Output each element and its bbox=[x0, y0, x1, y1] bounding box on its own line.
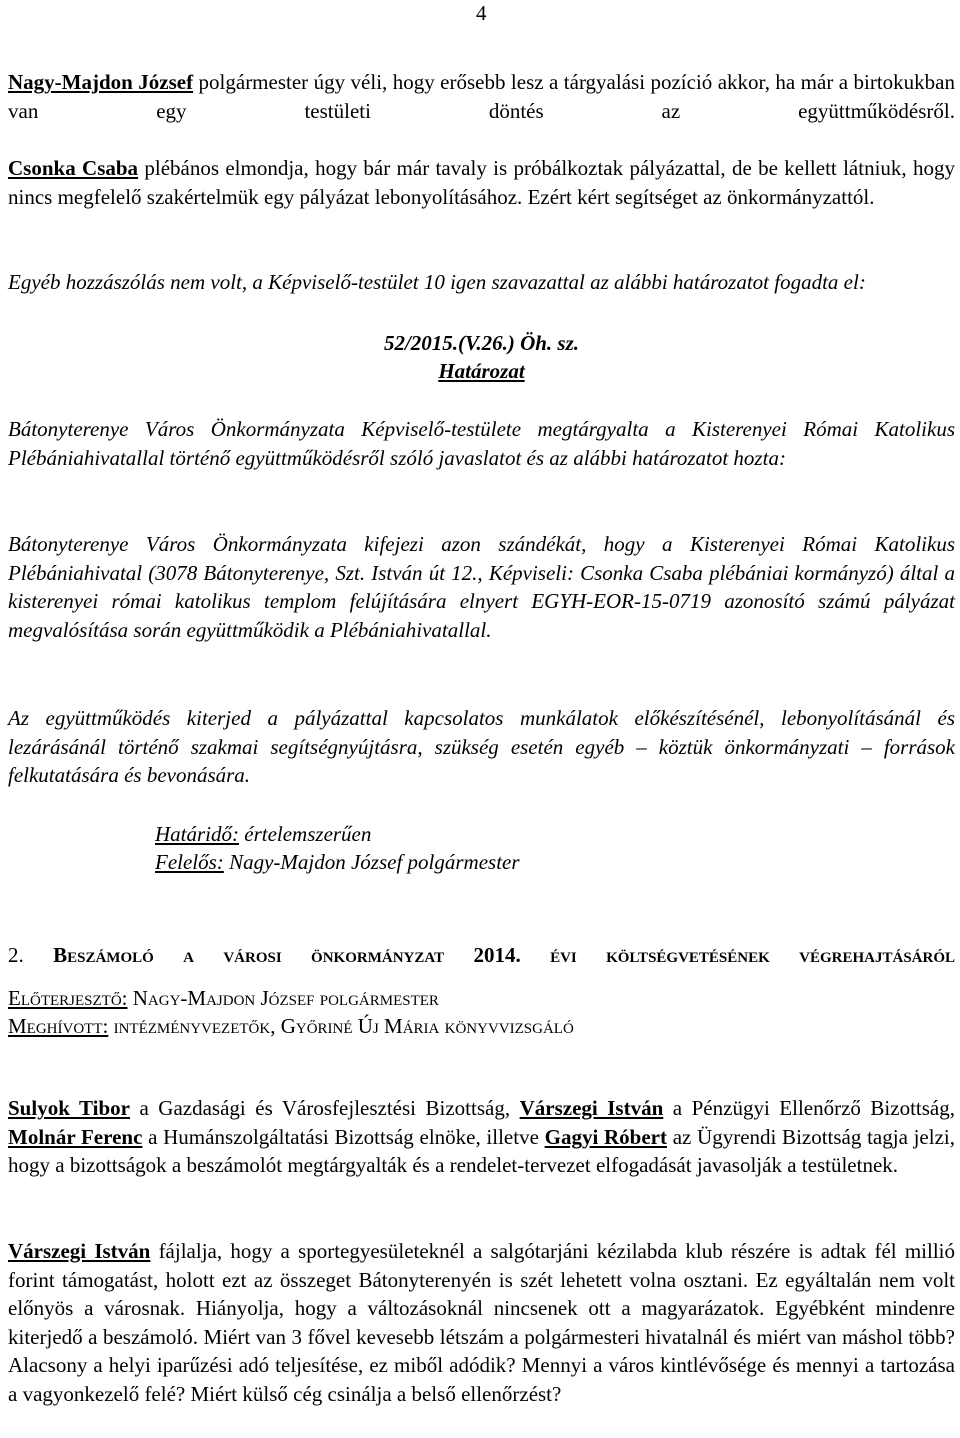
paragraph-vote bbox=[8, 268, 955, 297]
paragraph-text: plébános elmondja, hogy bár már tavaly is próbálkoztak pályázattal, de be kellett látniuk, hogy nincs megfelelő szakértelmük egy pályázat lebonyolításához. bbox=[8, 156, 955, 209]
paragraph-text: Bátonyterenye Város Önkormányzata Képviselő-testülete megtárgyalta a Kisterenyei Római Katolikus Plébániahivatallal történő együttműködésről szóló javaslatot és az alábbi határozatot hozta: bbox=[8, 417, 955, 470]
speaker-name: Gagyi Róbert bbox=[544, 1124, 667, 1149]
paragraph-committees bbox=[8, 1094, 955, 1180]
speaker-name: Sulyok Tibor bbox=[8, 1096, 130, 1120]
paragraph-cooperation-scope bbox=[8, 704, 955, 790]
responsible-value: Nagy-Majdon József polgármester bbox=[223, 850, 520, 874]
resolution-number: 52/2015.(V.26.) Öh. sz. bbox=[383, 331, 580, 355]
invited-line bbox=[8, 1012, 955, 1041]
invited-names: intézményvezetők, Győriné Új Mária könyvvizsgáló bbox=[113, 1014, 574, 1038]
responsible-line bbox=[155, 848, 855, 877]
agenda-title: Beszámoló a városi önkormányzat 2014. évi költségvetésének végrehajtásáról bbox=[53, 943, 955, 967]
paragraph-varszegi-questions bbox=[8, 1237, 955, 1408]
deadline-value: értelemszerűen bbox=[239, 822, 372, 846]
paragraph-mayor-statement bbox=[8, 68, 955, 125]
paragraph-text: az Ügyrendi Bizottság tagja jelzi, hogy a bizottságok a beszámolót megtárgyalták és a rendelet-tervezet elfogadását javasolják a testületnek. bbox=[8, 1124, 955, 1177]
speaker-name: Várszegi István bbox=[8, 1239, 151, 1263]
paragraph-text: fájlalja, hogy a sportegyesületeknél a salgótarjáni kézilabda klub részére is adtak fél millió forint támogatást, holott ezt az összeget Bátonyterenyén is szét lehetett volna osztani. Ez egyáltalán nem volt előnyös a városnak. Hiányolja, hogy a változásoknál nincsenek ott a magyarázatok. Egyébként mindenre kiterjedő a beszámoló. Miért van 3 fővel kevesebb létszám a polgármesteri hivatalnál és miért van máshol több? Alacsony a helyi iparűzési adó teljesítése, ez miből adódik? Mennyi a város kintlévősége és mennyi a tartozása a vagyonkezelő felé? Miért külső cég csinálja a belső ellenőrzést? bbox=[8, 1239, 955, 1406]
paragraph-text: Bátonyterenye Város Önkormányzata kifejezi azon szándékát, hogy a Kisterenyei Római Katolikus Plébániahivatal (3078 Bátonyterenye, Szt. István út 12. bbox=[8, 532, 955, 585]
agenda-item-2 bbox=[8, 941, 955, 1041]
presenter-name: Nagy-Majdon József polgármester bbox=[132, 985, 439, 1010]
paragraph-resolution-intro bbox=[8, 415, 955, 472]
deadline-line bbox=[155, 820, 855, 849]
presenter-line bbox=[8, 984, 955, 1013]
speaker-name: Csonka Csaba bbox=[8, 156, 139, 180]
paragraph-text: Egyéb hozzászólás nem volt, a Képviselő-testület 10 igen szavazattal az alábbi határozatot fogadta el: bbox=[8, 270, 866, 294]
page-number: 4 bbox=[476, 1, 487, 25]
agenda-number: 2. bbox=[8, 943, 24, 967]
paragraph-resolution-body bbox=[8, 530, 955, 644]
deadline-label: Határidő: bbox=[155, 822, 239, 846]
paragraph-text: a Humánszolgáltatási Bizottság elnöke, illetve bbox=[142, 1124, 545, 1149]
paragraph-text: Ezért kért segítséget az önkormányzattól. bbox=[522, 184, 875, 209]
speaker-name: Nagy-Majdon József bbox=[8, 70, 194, 94]
paragraph-text: , Képviseli: Csonka Csaba plébániai kormányzó) által a kisterenyei római katolikus templom felújítására elnyert EGYH-EOR-15-0719 azonosító számú pályázat megvalósítása során együttműködik a Plébániahivatallal. bbox=[8, 560, 955, 642]
paragraph-text: Az együttműködés kiterjed a pályázattal kapcsolatos munkálatok előkészítésénél, lebonyolításánál és lezárásánál történő szakmai segítségnyújtásra, szükség esetén egyéb – köztük önkormányzati – források felkutatására és bevonására. bbox=[8, 706, 955, 787]
paragraph-text: a Gazdasági és Városfejlesztési Bizottság, bbox=[129, 1096, 520, 1120]
agenda-title-line bbox=[8, 941, 955, 970]
speaker-name: Molnár Ferenc bbox=[8, 1124, 143, 1149]
responsible-label: Felelős: bbox=[155, 850, 224, 874]
paragraph-text: a Pénzügyi Ellenőrző Bizottság, bbox=[663, 1096, 955, 1120]
speaker-name: Várszegi István bbox=[519, 1096, 664, 1120]
presenter-label: Előterjesztő: bbox=[8, 985, 128, 1010]
paragraph-text: polgármester úgy véli, hogy erősebb lesz a tárgyalási pozíció akkor, ha már a birtokukban van egy testületi döntés az együttműködésről. bbox=[8, 70, 956, 123]
invited-label: Meghívott: bbox=[8, 1014, 109, 1038]
resolution-title: Határozat bbox=[438, 359, 525, 383]
paragraph-priest-statement bbox=[8, 154, 955, 211]
